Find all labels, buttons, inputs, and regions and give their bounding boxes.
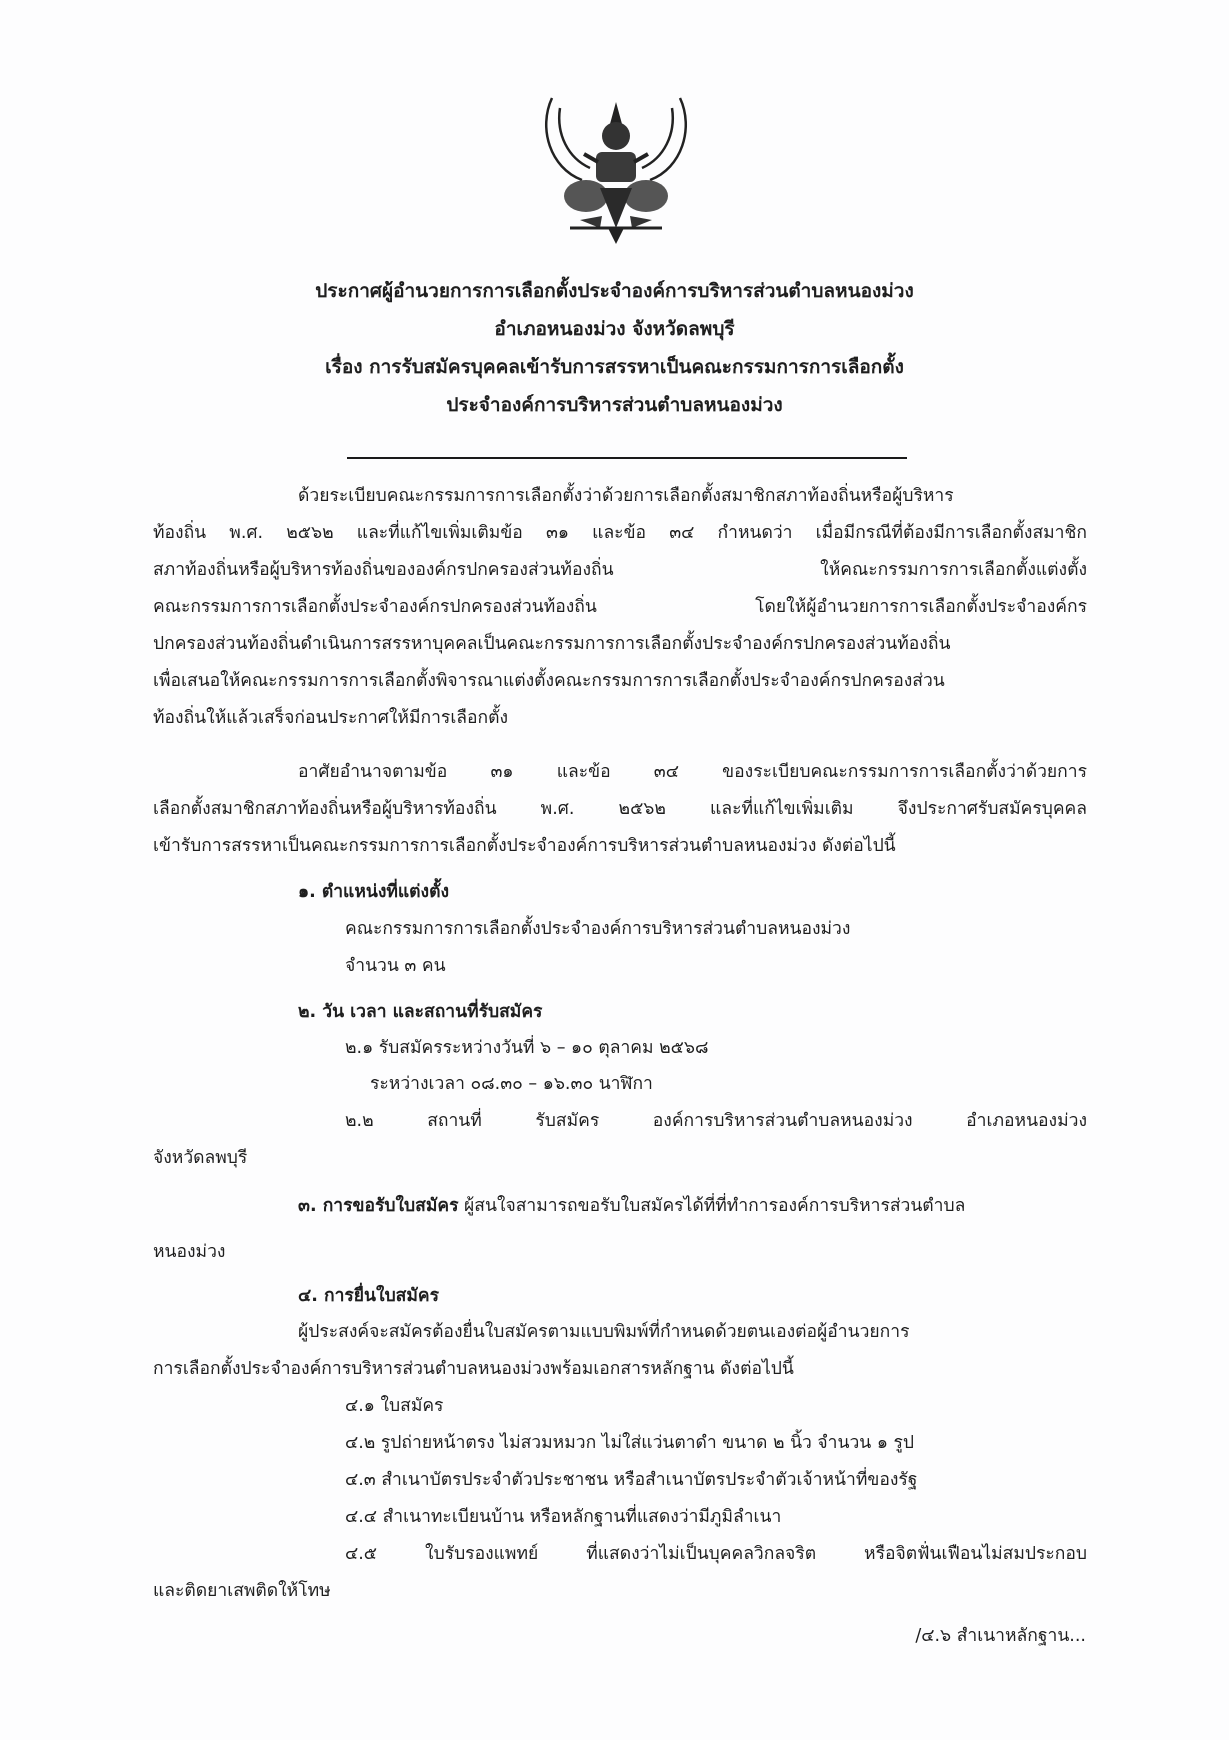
authority-line-3: เข้ารับการสรรหาเป็นคณะกรรมการการเลือกตั้งประจำองค์การบริหารส่วนตำบลหนองม่วง ดังต่อไปนี้ <box>153 836 896 856</box>
section3-line <box>298 1194 1087 1218</box>
section1-heading: ๑. ตำแหน่งที่แต่งตั้ง <box>298 882 449 902</box>
intro-line-5: ปกครองส่วนท้องถิ่นดำเนินการสรรหาบุคคลเป็นคณะกรรมการการเลือกตั้งประจำองค์กรปกครองส่วนท้องถิ่น <box>153 634 951 654</box>
intro-line-3: สภาท้องถิ่นหรือผู้บริหารท้องถิ่นขององค์กรปกครองส่วนท้องถิ่น ให้คณะกรรมการการเลือกตั้งแต่งตั้ง <box>153 560 1087 580</box>
section3-heading: ๓. การขอรับใบสมัคร <box>298 1196 459 1216</box>
section4-item-4-1: ๔.๑ ใบสมัคร <box>345 1396 444 1416</box>
continuation-note: /๔.๖ สำเนาหลักฐาน... <box>915 1626 1086 1646</box>
intro-line-2: ท้องถิ่น พ.ศ. ๒๕๖๒ และที่แก้ไขเพิ่มเติมข้อ ๓๑ และข้อ ๓๔ กำหนดว่า เมื่อมีกรณีที่ต้องมีการเลือกตั้งสมาชิก <box>153 523 1087 543</box>
header-subject-line: เรื่อง การรับสมัครบุคคลเข้ารับการสรรหาเป็นคณะกรรมการการเลือกตั้ง <box>325 356 904 378</box>
section1-count: จำนวน ๓ คน <box>345 956 446 976</box>
garuda-emblem-icon <box>530 88 702 248</box>
section2-item-2-2-cont: จังหวัดลพบุรี <box>153 1148 248 1168</box>
intro-line-6: เพื่อเสนอให้คณะกรรมการการเลือกตั้งพิจารณาแต่งตั้งคณะกรรมการการเลือกตั้งประจำองค์กรปกครองส่วน <box>153 671 945 691</box>
section1-position: คณะกรรมการการเลือกตั้งประจำองค์การบริหารส่วนตำบลหนองม่วง <box>345 919 851 939</box>
section4-item-4-2: ๔.๒ รูปถ่ายหน้าตรง ไม่สวมหมวก ไม่ใส่แว่นตาดำ ขนาด ๒ นิ้ว จำนวน ๑ รูป <box>345 1433 915 1453</box>
authority-line-1: อาศัยอำนาจตามข้อ ๓๑ และข้อ ๓๔ ของระเบียบคณะกรรมการการเลือกตั้งว่าด้วยการ <box>298 762 1087 782</box>
header-subject-cont-line: ประจำองค์การบริหารส่วนตำบลหนองม่วง <box>446 394 783 416</box>
header-divider <box>347 457 907 459</box>
intro-line-1: ด้วยระเบียบคณะกรรมการการเลือกตั้งว่าด้วยการเลือกตั้งสมาชิกสภาท้องถิ่นหรือผู้บริหาร <box>298 486 954 506</box>
announcement-header <box>150 272 1079 424</box>
authority-line-2: เลือกตั้งสมาชิกสภาท้องถิ่นหรือผู้บริหารท้องถิ่น พ.ศ. ๒๕๖๒ และที่แก้ไขเพิ่มเติม จึงประกาศรับสมัครบุคคล <box>153 799 1087 819</box>
section3-text: ผู้สนใจสามารถขอรับใบสมัครได้ที่ที่ทำการองค์การบริหารส่วนตำบล <box>458 1196 966 1216</box>
section4-para-line-1: ผู้ประสงค์จะสมัครต้องยื่นใบสมัครตามแบบพิมพ์ที่กำหนดด้วยตนเองต่อผู้อำนวยการ <box>298 1322 910 1342</box>
intro-line-7: ท้องถิ่นให้แล้วเสร็จก่อนประกาศให้มีการเลือกตั้ง <box>153 708 509 728</box>
section4-item-4-3: ๔.๓ สำเนาบัตรประจำตัวประชาชน หรือสำเนาบัตรประจำตัวเจ้าหน้าที่ของรัฐ <box>345 1470 918 1490</box>
section2-time-range: ระหว่างเวลา ๐๘.๓๐ – ๑๖.๓๐ นาฬิกา <box>370 1074 653 1094</box>
section3-cont: หนองม่วง <box>153 1242 226 1262</box>
section4-item-4-5: ๔.๕ ใบรับรองแพทย์ ที่แสดงว่าไม่เป็นบุคคลวิกลจริต หรือจิตฟั่นเฟือนไม่สมประกอบ <box>345 1544 1087 1564</box>
section4-para-line-2: การเลือกตั้งประจำองค์การบริหารส่วนตำบลหนองม่วงพร้อมเอกสารหลักฐาน ดังต่อไปนี้ <box>153 1359 794 1379</box>
section4-heading: ๔. การยื่นใบสมัคร <box>298 1286 439 1306</box>
header-title-line: ประกาศผู้อำนวยการการเลือกตั้งประจำองค์การบริหารส่วนตำบลหนองม่วง <box>315 280 914 302</box>
section2-item-2-2: ๒.๒ สถานที่ รับสมัคร องค์การบริหารส่วนตำบลหนองม่วง อำเภอหนองม่วง <box>345 1111 1087 1131</box>
section2-heading: ๒. วัน เวลา และสถานที่รับสมัคร <box>298 1002 543 1022</box>
section2-item-2-1: ๒.๑ รับสมัครระหว่างวันที่ ๖ – ๑๐ ตุลาคม ๒๕๖๘ <box>345 1038 709 1058</box>
section4-item-4-4: ๔.๔ สำเนาทะเบียนบ้าน หรือหลักฐานที่แสดงว่ามีภูมิลำเนา <box>345 1507 782 1527</box>
section4-item-4-5-cont: และติดยาเสพติดให้โทษ <box>153 1581 331 1601</box>
intro-line-4: คณะกรรมการการเลือกตั้งประจำองค์กรปกครองส่วนท้องถิ่น โดยให้ผู้อำนวยการการเลือกตั้งประจำองค์กร <box>153 597 1087 617</box>
header-district-line: อำเภอหนองม่วง จังหวัดลพบุรี <box>494 318 735 340</box>
